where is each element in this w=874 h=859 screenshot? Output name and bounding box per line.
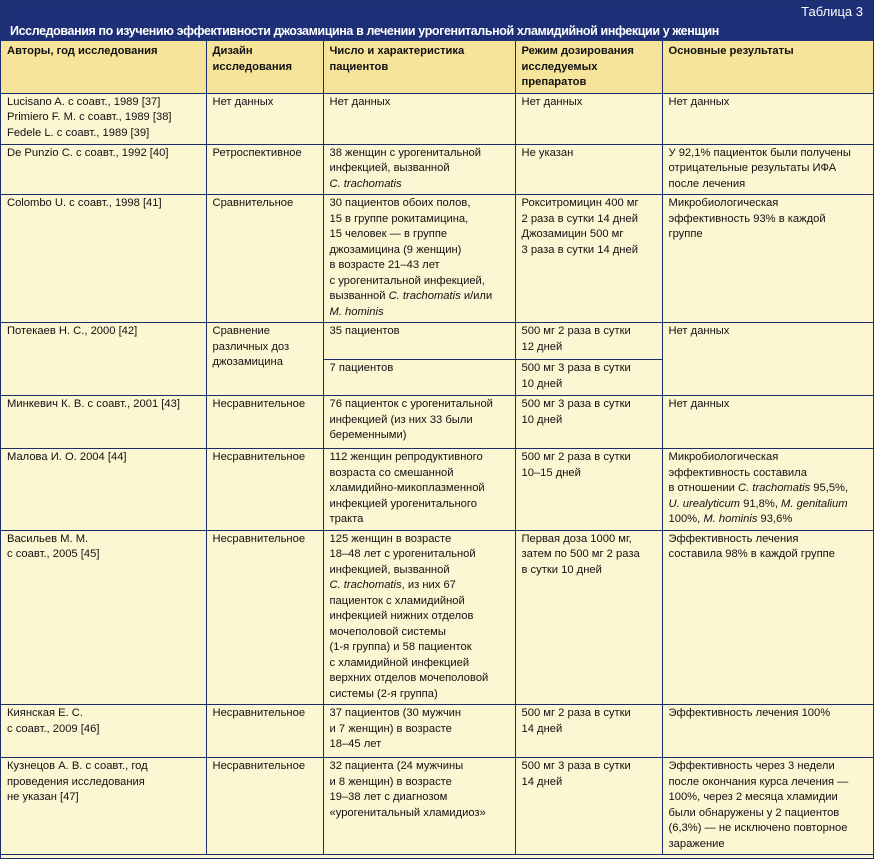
cell-line: «урогенитальный хламидиоз»	[329, 806, 486, 819]
patients-cell	[323, 93, 515, 144]
cell-line: инфекцией, вызванной	[329, 162, 450, 174]
cell-line: инфекцией, вызванной	[329, 563, 450, 576]
cell-line: Lucisano A. с соавт., 1989 [37]	[7, 95, 161, 108]
cell-line: джозамицина (9 женщин)	[329, 243, 462, 256]
cell-line: Нет данных	[668, 95, 730, 108]
table-row	[1, 705, 873, 758]
column-header-line: Авторы, год исследования	[7, 45, 158, 57]
cell-line: возраста со смешанной	[329, 466, 454, 479]
design-cell	[206, 396, 323, 449]
column-header	[206, 41, 323, 93]
table-row	[1, 144, 873, 195]
cell-line: Первая доза 1000 мг,	[521, 532, 632, 545]
cell-line: 10 дней	[521, 413, 563, 426]
table-number-label: Таблица 3	[801, 4, 863, 19]
cell-line: Потекаев Н. С., 2000 [42]	[7, 325, 138, 337]
results-cell	[662, 396, 873, 449]
dosing-cell	[515, 449, 662, 531]
cell-line: Эффективность лечения 100%	[668, 707, 831, 719]
patients-cell	[323, 360, 515, 396]
cell-line: не указан [47]	[7, 791, 79, 803]
cell-line: инфекцией нижних отделов	[329, 610, 474, 622]
table-row	[1, 530, 873, 705]
cell-line: 500 мг 3 раза в сутки	[521, 362, 631, 374]
dosing-cell	[515, 93, 662, 144]
cell-line: 18–45 лет	[329, 738, 382, 750]
table-body	[1, 93, 873, 855]
cell-line: беременными)	[329, 429, 407, 441]
cell-line: 100%, M. hominis 93,6%	[668, 513, 793, 525]
dosing-cell	[515, 323, 662, 360]
column-header-line: Число и характеристика	[329, 45, 465, 57]
cell-line: 30 пациентов обоих полов,	[329, 197, 471, 209]
cell-line: Джозамицин 500 мг	[521, 228, 624, 240]
cell-line: 500 мг 2 раза в сутки	[521, 451, 631, 463]
cell-line: с хламидийной инфекцией	[329, 656, 470, 669]
cell-line: 15 в группе рокитамицина,	[329, 212, 469, 225]
cell-line: У 92,1% пациенток были получены	[668, 146, 851, 159]
cell-line: после лечения	[668, 177, 746, 190]
cell-line: составила 98% в каждой группе	[668, 548, 835, 560]
cell-line: Не указан	[521, 146, 574, 159]
results-cell	[662, 323, 873, 396]
design-cell	[206, 93, 323, 144]
cell-line: с соавт., 2009 [46]	[7, 722, 100, 735]
patients-cell	[323, 705, 515, 758]
cell-line: 35 пациентов	[329, 325, 400, 337]
table-row	[1, 396, 873, 449]
table-head-row	[1, 41, 873, 93]
cell-line: Кузнецов А. В. с соавт., год	[7, 760, 148, 772]
table-row	[1, 758, 873, 855]
cell-line: De Punzio C. с соавт., 1992 [40]	[7, 146, 169, 159]
cell-line: 10 дней	[521, 377, 563, 390]
authors-cell	[1, 195, 206, 323]
cell-line: 32 пациента (24 мужчины	[329, 760, 464, 772]
design-cell	[206, 705, 323, 758]
cell-line: Colombo U. с соавт., 1998 [41]	[7, 197, 162, 209]
cell-line: 500 мг 2 раза в сутки	[521, 325, 631, 337]
cell-line: Микробиологическая	[668, 451, 779, 463]
cell-line: мочеполовой системы	[329, 625, 446, 638]
cell-line: M. hominis	[329, 305, 384, 318]
results-cell	[662, 144, 873, 195]
cell-line: 15 человек — в группе	[329, 228, 448, 240]
cell-line: 37 пациентов (30 мужчин	[329, 707, 462, 719]
cell-line: Нет данных	[668, 398, 730, 410]
column-header-line: Режим дозирования	[521, 45, 634, 57]
cell-line: Рокситромицин 400 мг	[521, 197, 639, 209]
table-header-bar	[1, 1, 873, 41]
cell-line: заражение	[668, 837, 725, 850]
cell-line: 500 мг 2 раза в сутки	[521, 707, 631, 719]
column-header-line: препаратов	[521, 76, 587, 88]
table-row	[1, 93, 873, 144]
cell-line: верхних отделов мочеполовой	[329, 672, 489, 684]
cell-line: Несравнительное	[212, 532, 306, 545]
studies-table	[1, 41, 873, 855]
cell-line: проведения исследования	[7, 775, 145, 788]
authors-cell	[1, 323, 206, 396]
cell-line: в отношении C. trachomatis 95,5%,	[668, 482, 849, 494]
table-row	[1, 449, 873, 531]
dosing-cell	[515, 144, 662, 195]
cell-line: в возрасте 21–43 лет	[329, 259, 440, 271]
column-header	[662, 41, 873, 93]
cell-line: 12 дней	[521, 340, 563, 353]
authors-cell	[1, 530, 206, 705]
cell-line: пациенток с хламидийной	[329, 594, 465, 607]
cell-line: Сравнение	[212, 325, 271, 337]
patients-cell	[323, 195, 515, 323]
cell-line: 76 пациенток с урогенитальной	[329, 398, 493, 410]
results-cell	[662, 449, 873, 531]
cell-line: 500 мг 3 раза в сутки	[521, 760, 631, 772]
cell-line: (1-я группа) и 58 пациенток	[329, 641, 472, 653]
cell-line: 14 дней	[521, 775, 563, 788]
column-header	[515, 41, 662, 93]
authors-cell	[1, 449, 206, 531]
cell-line: с соавт., 2005 [45]	[7, 548, 100, 560]
results-cell	[662, 195, 873, 323]
cell-line: 2 раза в сутки 14 дней	[521, 212, 638, 225]
cell-line: C. trachomatis	[329, 177, 402, 190]
cell-line: Нет данных	[668, 325, 730, 337]
column-header	[323, 41, 515, 93]
cell-line: Primiero F. M. с соавт., 1989 [38]	[7, 111, 172, 123]
cell-line: 100%, через 2 месяца хламидии	[668, 791, 838, 803]
authors-cell	[1, 144, 206, 195]
design-cell	[206, 144, 323, 195]
patients-cell	[323, 449, 515, 531]
cell-line: системы (2-я группа)	[329, 687, 438, 700]
cell-line: U. urealyticum 91,8%, M. genitalium	[668, 497, 848, 510]
column-header-line: Дизайн	[212, 45, 253, 57]
cell-line: эффективность составила	[668, 466, 807, 479]
authors-cell	[1, 758, 206, 855]
cell-line: 14 дней	[521, 722, 563, 735]
cell-line: Эффективность через 3 недели	[668, 760, 835, 772]
cell-line: и 8 женщин) в возрасте	[329, 775, 452, 788]
cell-line: Васильев М. М.	[7, 532, 89, 545]
results-cell	[662, 705, 873, 758]
cell-line: отрицательные результаты ИФА	[668, 162, 837, 174]
column-header-line: Основные результаты	[668, 45, 794, 57]
dosing-cell	[515, 195, 662, 323]
cell-line: различных доз	[212, 340, 290, 353]
cell-line: тракта	[329, 513, 364, 525]
cell-line: 7 пациентов	[329, 362, 394, 374]
cell-line: 112 женщин репродуктивного	[329, 451, 483, 463]
patients-cell	[323, 758, 515, 855]
column-header-line: исследуемых	[521, 60, 598, 73]
design-cell	[206, 195, 323, 323]
design-cell	[206, 530, 323, 705]
cell-line: Микробиологическая	[668, 197, 779, 209]
cell-line: инфекцией (из них 33 были	[329, 413, 473, 426]
cell-line: Fedele L. с соавт., 1989 [39]	[7, 126, 150, 139]
authors-cell	[1, 93, 206, 144]
dosing-cell	[515, 705, 662, 758]
column-header-line: исследования	[212, 60, 293, 73]
cell-line: Несравнительное	[212, 398, 306, 410]
cell-line: хламидийно-микоплазменной	[329, 482, 485, 494]
cell-line: были обнаружены у 2 пациентов	[668, 806, 840, 819]
authors-cell	[1, 705, 206, 758]
patients-cell	[323, 396, 515, 449]
cell-line: эффективность 93% в каждой	[668, 212, 826, 225]
cell-line: Минкевич К. В. с соавт., 2001 [43]	[7, 398, 180, 410]
authors-cell	[1, 396, 206, 449]
results-cell	[662, 530, 873, 705]
patients-cell	[323, 144, 515, 195]
cell-line: Несравнительное	[212, 707, 306, 719]
cell-line: 125 женщин в возрасте	[329, 532, 452, 545]
cell-line: группе	[668, 228, 703, 240]
cell-line: вызванной C. trachomatis и/или	[329, 290, 493, 302]
cell-line: Несравнительное	[212, 451, 306, 463]
cell-line: с урогенитальной инфекцией,	[329, 274, 485, 287]
cell-line: Нет данных	[329, 95, 391, 108]
design-cell	[206, 758, 323, 855]
column-header-line: пациентов	[329, 60, 389, 73]
cell-line: 500 мг 3 раза в сутки	[521, 398, 631, 410]
cell-line: Сравнительное	[212, 197, 294, 209]
cell-line: в сутки 10 дней	[521, 563, 602, 576]
cell-line: C. trachomatis, из них 67	[329, 579, 456, 591]
table-row	[1, 195, 873, 323]
column-header	[1, 41, 206, 93]
cell-line: после окончания курса лечения —	[668, 775, 849, 788]
cell-line: джозамицина	[212, 356, 283, 368]
cell-line: Эффективность лечения	[668, 532, 799, 545]
cell-line: 38 женщин с урогенитальной	[329, 146, 482, 159]
cell-line: Малова И. О. 2004 [44]	[7, 451, 127, 463]
results-cell	[662, 758, 873, 855]
dosing-cell	[515, 396, 662, 449]
dosing-cell	[515, 758, 662, 855]
cell-line: затем по 500 мг 2 раза	[521, 548, 640, 560]
cell-line: Киянская Е. С.	[7, 707, 83, 719]
cell-line: 10–15 дней	[521, 466, 581, 479]
patients-cell	[323, 530, 515, 705]
cell-line: Несравнительное	[212, 760, 306, 772]
dosing-cell	[515, 530, 662, 705]
cell-line: (6,3%) — не исключено повторное	[668, 822, 848, 834]
cell-line: и 7 женщин) в возрасте	[329, 722, 452, 735]
results-cell	[662, 93, 873, 144]
table-row	[1, 323, 873, 360]
cell-line: Нет данных	[521, 95, 583, 108]
cell-line: 19–38 лет с диагнозом	[329, 791, 448, 803]
patients-cell	[323, 323, 515, 360]
dosing-cell	[515, 360, 662, 396]
cell-line: Нет данных	[212, 95, 274, 108]
cell-line: 3 раза в сутки 14 дней	[521, 243, 638, 256]
cell-line: Ретроспективное	[212, 146, 302, 159]
design-cell	[206, 449, 323, 531]
design-cell	[206, 323, 323, 396]
table-title: Исследования по изучению эффективности джозамицина в лечении урогенитальной хламидийной инфекции у женщин	[10, 23, 719, 38]
cell-line: 18–48 лет с урогенитальной	[329, 548, 476, 560]
cell-line: инфекцией урогенитального	[329, 497, 477, 510]
